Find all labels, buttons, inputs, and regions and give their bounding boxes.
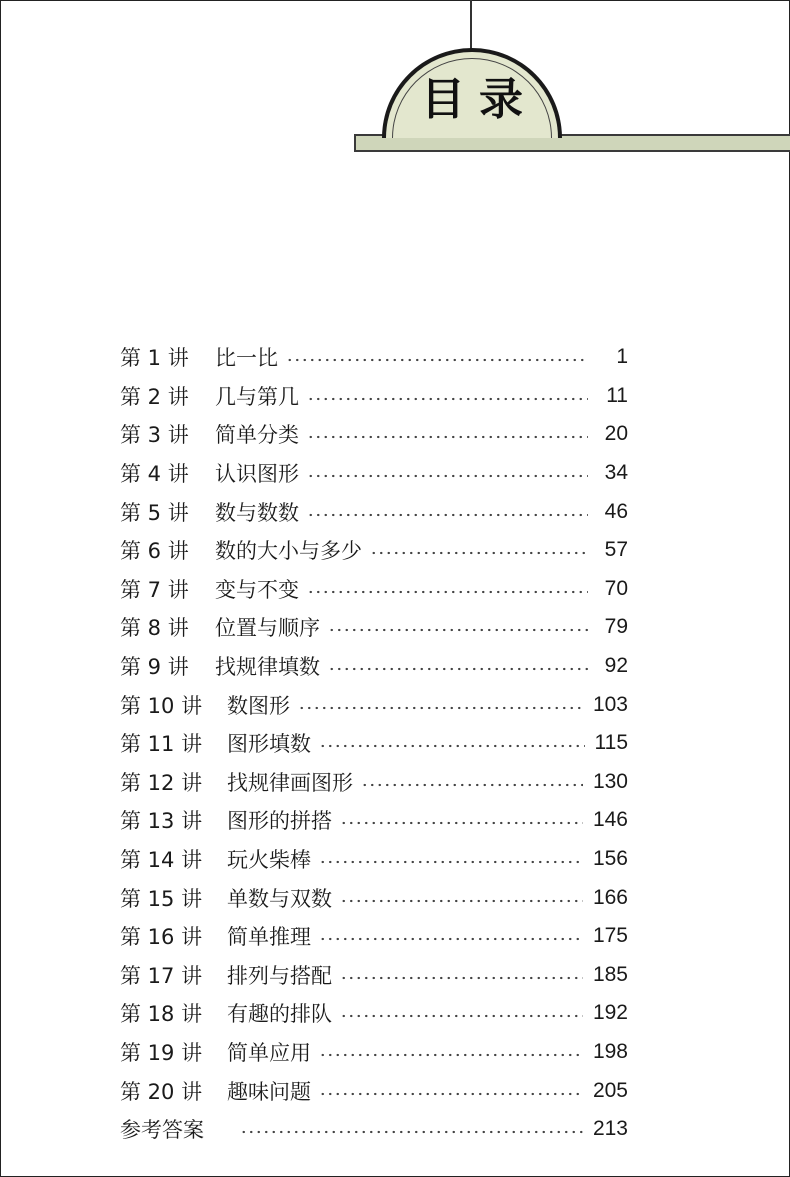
- toc-dot-leader: [307, 435, 588, 439]
- toc-entry-page-number: 92: [604, 654, 628, 678]
- toc-dot-leader: [328, 667, 588, 671]
- toc-dot-leader: [286, 358, 588, 362]
- toc-entry-number: 第 18 讲: [120, 1002, 203, 1027]
- toc-entry-page-number: 185: [592, 962, 628, 986]
- toc-entry-page-number: 115: [594, 731, 628, 755]
- toc-entry-number: 第 7 讲: [120, 577, 189, 602]
- toc-entry-title: 简单推理: [227, 925, 311, 950]
- toc-entry-title: 认识图形: [215, 462, 299, 487]
- toc-entry[interactable]: [120, 492, 628, 531]
- toc-entry-number: 第 14 讲: [120, 848, 203, 873]
- toc-entry-page-number: 11: [606, 383, 628, 407]
- toc-entry-page-number: 79: [604, 615, 628, 639]
- toc-entry[interactable]: [120, 338, 628, 377]
- toc-dot-leader: [307, 474, 588, 478]
- toc-dot-leader: [307, 513, 588, 517]
- toc-entry-title: 排列与搭配: [227, 963, 332, 988]
- toc-entry-page-number: 213: [592, 1117, 628, 1141]
- toc-entry[interactable]: [120, 570, 628, 609]
- toc-entry-title: 变与不变: [215, 577, 299, 602]
- toc-entry-page-number: 156: [592, 847, 628, 871]
- toc-entry[interactable]: [120, 956, 628, 995]
- toc-entry-page-number: 57: [604, 538, 628, 562]
- toc-entry-page-number: 166: [592, 885, 628, 909]
- toc-entry-title: 找规律填数: [215, 655, 320, 680]
- toc-dot-leader: [319, 1053, 583, 1057]
- toc-entry-title: 数与数数: [215, 500, 299, 525]
- toc-entry[interactable]: [120, 763, 628, 802]
- toc-entry-title: 位置与顺序: [215, 616, 320, 641]
- toc-entry[interactable]: [120, 878, 628, 917]
- toc-entry[interactable]: [120, 724, 628, 763]
- toc-entry-number: 第 13 讲: [120, 809, 203, 834]
- toc-entry-title: 有趣的排队: [227, 1002, 332, 1027]
- toc-dot-leader: [340, 821, 583, 825]
- toc-entry-title: 单数与双数: [227, 886, 332, 911]
- toc-entry-title: 趣味问题: [227, 1079, 311, 1104]
- toc-entry[interactable]: [120, 840, 628, 879]
- toc-entry-title: 图形填数: [227, 732, 311, 757]
- toc-entry[interactable]: [120, 531, 628, 570]
- toc-entry-page-number: 192: [592, 1001, 628, 1025]
- toc-dot-leader: [319, 744, 585, 748]
- toc-entry[interactable]: [120, 685, 628, 724]
- toc-entry-number: 第 15 讲: [120, 886, 203, 911]
- toc-entry-page-number: 70: [604, 576, 628, 600]
- toc-entry[interactable]: [120, 415, 628, 454]
- toc-entry-number: 第 16 讲: [120, 925, 203, 950]
- toc-dot-leader: [240, 1130, 583, 1134]
- toc-dot-leader: [319, 860, 583, 864]
- toc-dot-leader: [298, 706, 583, 710]
- toc-entry-number: 第 10 讲: [120, 693, 203, 718]
- toc-entry-page-number: 146: [592, 808, 628, 832]
- toc-dot-leader: [340, 1014, 583, 1018]
- toc-entry-number: 第 11 讲: [120, 732, 203, 757]
- page-title: 目录: [421, 74, 537, 125]
- toc-entry[interactable]: [120, 1033, 628, 1072]
- toc-dot-leader: [307, 397, 588, 401]
- toc-entry[interactable]: [120, 377, 628, 416]
- toc-entry-page-number: 175: [592, 924, 628, 948]
- toc-entry[interactable]: [120, 917, 628, 956]
- toc-entry-number: 第 17 讲: [120, 963, 203, 988]
- toc-entry-number: 参考答案: [120, 1118, 204, 1143]
- toc-entry-number: 第 1 讲: [120, 346, 189, 371]
- toc-dot-leader: [319, 1092, 583, 1096]
- toc-entry-number: 第 19 讲: [120, 1040, 203, 1065]
- toc-dot-leader: [307, 590, 588, 594]
- toc-entry[interactable]: [120, 608, 628, 647]
- toc-entry-page-number: 205: [592, 1078, 628, 1102]
- toc-entry-page-number: 1: [616, 345, 628, 369]
- toc-entry-page-number: 20: [604, 422, 628, 446]
- toc-entry-title: 数的大小与多少: [215, 539, 362, 564]
- table-of-contents: [120, 338, 628, 1148]
- toc-dot-leader: [340, 976, 583, 980]
- toc-dot-leader: [370, 551, 588, 555]
- toc-dot-leader: [340, 899, 583, 903]
- toc-entry-title: 比一比: [215, 346, 278, 371]
- toc-entry[interactable]: [120, 1110, 628, 1149]
- toc-entry-number: 第 3 讲: [120, 423, 189, 448]
- toc-entry-number: 第 5 讲: [120, 500, 189, 525]
- toc-entry-number: 第 12 讲: [120, 770, 203, 795]
- toc-entry-number: 第 2 讲: [120, 384, 189, 409]
- toc-dot-leader: [361, 783, 583, 787]
- toc-entry-title: 图形的拼搭: [227, 809, 332, 834]
- header-decoration: [0, 0, 790, 160]
- toc-entry[interactable]: [120, 1071, 628, 1110]
- toc-entry[interactable]: [120, 454, 628, 493]
- toc-dot-leader: [328, 628, 588, 632]
- toc-entry[interactable]: [120, 994, 628, 1033]
- toc-entry-number: 第 9 讲: [120, 655, 189, 680]
- toc-entry-title: 简单应用: [227, 1040, 311, 1065]
- toc-dot-leader: [319, 937, 583, 941]
- toc-entry-page-number: 46: [604, 499, 628, 523]
- toc-entry[interactable]: [120, 801, 628, 840]
- toc-entry-title: 玩火柴棒: [227, 848, 311, 873]
- toc-entry-number: 第 4 讲: [120, 462, 189, 487]
- toc-entry-page-number: 130: [592, 769, 628, 793]
- toc-entry-title: 几与第几: [215, 384, 299, 409]
- toc-entry-page-number: 198: [592, 1039, 628, 1063]
- toc-entry[interactable]: [120, 647, 628, 686]
- toc-entry-title: 数图形: [227, 693, 290, 718]
- toc-entry-number: 第 6 讲: [120, 539, 189, 564]
- toc-entry-title: 简单分类: [215, 423, 299, 448]
- toc-entry-title: 找规律画图形: [227, 770, 353, 795]
- toc-entry-number: 第 8 讲: [120, 616, 189, 641]
- toc-entry-page-number: 103: [592, 692, 628, 716]
- toc-entry-number: 第 20 讲: [120, 1079, 203, 1104]
- toc-entry-page-number: 34: [604, 461, 628, 485]
